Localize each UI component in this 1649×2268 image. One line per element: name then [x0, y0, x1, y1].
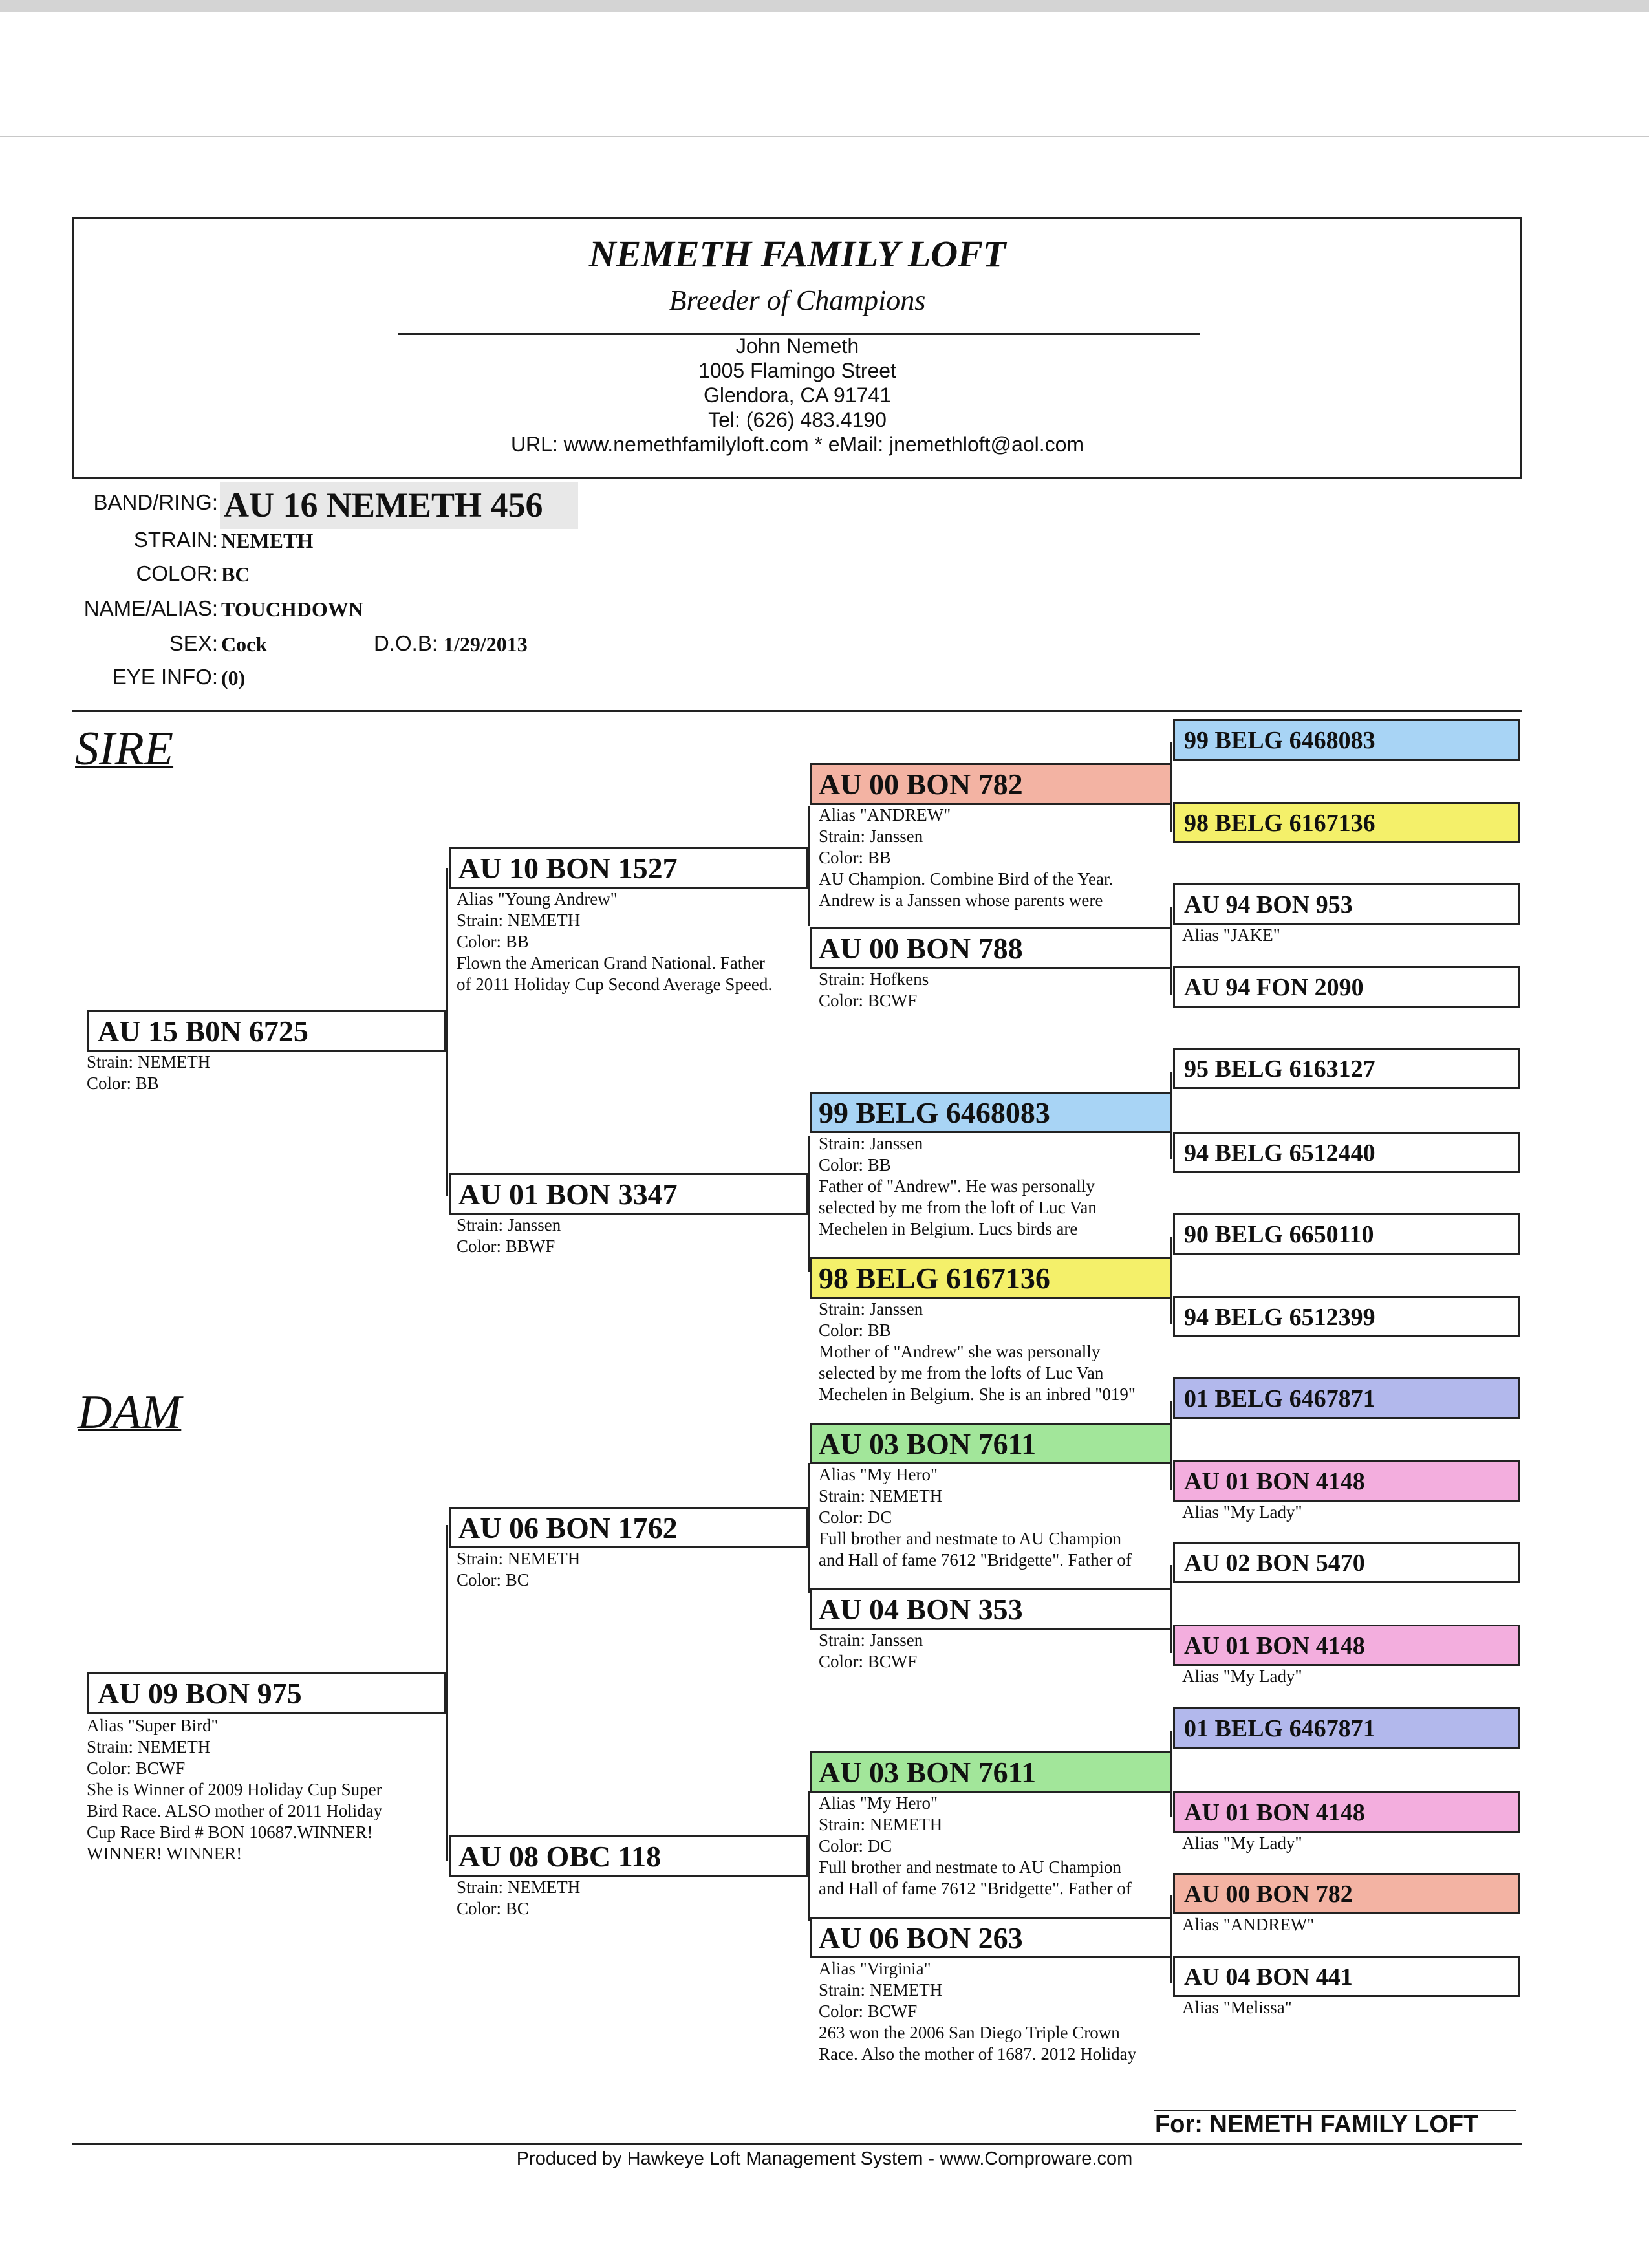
footer-produced-by: Produced by Hawkeye Loft Management System - www.Comproware.com — [516, 2148, 1133, 2169]
detail-line: Color: BCWF — [819, 1652, 918, 1671]
detail-line: selected by me from the loft of Luc Van — [819, 1198, 1097, 1217]
detail-line: Alias "ANDREW" — [819, 805, 951, 825]
detail-line: Strain: NEMETH — [87, 1737, 211, 1756]
detail-line: Full brother and nestmate to AU Champion — [819, 1529, 1121, 1548]
detail-line: of 2011 Holiday Cup Second Average Speed. — [457, 975, 773, 994]
detail-line: Full brother and nestmate to AU Champion — [819, 1857, 1121, 1877]
detail-line: Color: BCWF — [87, 1758, 186, 1778]
ssd-details — [819, 969, 929, 1011]
connector — [808, 1136, 810, 1272]
gen4-box-8: 94 BELG 6512399 — [1173, 1296, 1520, 1337]
connector — [808, 806, 810, 926]
connector — [446, 868, 448, 1196]
ssd-band-box: AU 00 BON 788 — [810, 927, 1172, 969]
scan-top-edge — [0, 0, 1649, 12]
gen4-box-16: AU 04 BON 441 — [1173, 1956, 1520, 1997]
strain-value: NEMETH — [221, 529, 314, 552]
dss-details — [819, 1464, 1132, 1571]
dam-band-box: AU 09 BON 975 — [87, 1672, 446, 1714]
detail-line: WINNER! WINNER! — [87, 1844, 242, 1863]
gen4-box-13: 01 BELG 6467871 — [1173, 1707, 1520, 1749]
detail-line: Bird Race. ALSO mother of 2011 Holiday — [87, 1801, 383, 1820]
detail-line: Mechelen in Belgium. She is an inbred "019" — [819, 1385, 1136, 1404]
sire-details — [87, 1052, 210, 1094]
detail-line: Strain: Janssen — [819, 1630, 923, 1650]
detail-line: Color: BB — [819, 848, 891, 867]
detail-line: Color: BB — [457, 932, 529, 951]
detail-line: Alias "Super Bird" — [87, 1716, 219, 1735]
detail-line: and Hall of fame 7612 "Bridgette". Father of — [819, 1879, 1132, 1898]
gen4-alias-12: Alias "My Lady" — [1182, 1667, 1302, 1686]
connector — [446, 1525, 448, 1861]
sdd-band-box: 98 BELG 6167136 — [810, 1257, 1172, 1299]
detail-line: Alias "My Hero" — [819, 1465, 938, 1484]
dds-band-box: AU 03 BON 7611 — [810, 1751, 1172, 1793]
dsd-details — [819, 1630, 923, 1672]
sds-details — [819, 1133, 1097, 1240]
loft-title: NEMETH FAMILY LOFT — [588, 233, 1006, 275]
sex-label: SEX: — [169, 631, 218, 655]
sire-sire-band-box: AU 10 BON 1527 — [449, 847, 808, 889]
footer-for-loft: For: NEMETH FAMILY LOFT — [1155, 2111, 1479, 2138]
sds-band-box: 99 BELG 6468083 — [810, 1092, 1172, 1133]
sdd-details — [819, 1299, 1136, 1405]
gen4-box-1: 99 BELG 6468083 — [1173, 719, 1520, 761]
detail-line: Strain: NEMETH — [819, 1815, 943, 1834]
gen4-box-3: AU 94 BON 953 — [1173, 883, 1520, 925]
sss-band-box: AU 00 BON 782 — [810, 763, 1172, 805]
gen4-alias-16: Alias "Melissa" — [1182, 1998, 1292, 2017]
loft-tagline: Breeder of Champions — [669, 285, 926, 316]
detail-line: Strain: Janssen — [457, 1215, 561, 1235]
dam-dam-band-box: AU 08 OBC 118 — [449, 1835, 808, 1877]
sire-sire-details — [457, 889, 772, 995]
detail-line: Color: BC — [457, 1899, 529, 1918]
dob-value: 1/29/2013 — [444, 632, 528, 656]
sire-dam-details — [457, 1215, 561, 1257]
ddd-details — [819, 1958, 1136, 2065]
gen4-box-5: 95 BELG 6163127 — [1173, 1048, 1520, 1089]
gen4-alias-14: Alias "My Lady" — [1182, 1833, 1302, 1853]
detail-line: Strain: NEMETH — [457, 911, 581, 930]
dam-dam-details — [457, 1877, 580, 1919]
ddd-band-box: AU 06 BON 263 — [810, 1917, 1172, 1958]
sire-dam-band-box: AU 01 BON 3347 — [449, 1173, 808, 1215]
detail-line: 263 won the 2006 San Diego Triple Crown — [819, 2023, 1120, 2042]
color-label: COLOR: — [136, 561, 218, 585]
detail-line: Mother of "Andrew" she was personally — [819, 1342, 1101, 1361]
footer-rule — [72, 2143, 1522, 2145]
detail-line: Cup Race Bird # BON 10687.WINNER! — [87, 1822, 373, 1842]
header-box — [72, 217, 1522, 479]
detail-line: selected by me from the lofts of Luc Van — [819, 1363, 1104, 1383]
sex-value: Cock — [221, 632, 268, 656]
band-label: BAND/RING: — [93, 490, 218, 514]
detail-line: Flown the American Grand National. Father — [457, 953, 765, 973]
detail-line: Color: BCWF — [819, 991, 918, 1010]
contact-city: Glendora, CA 91741 — [704, 383, 891, 407]
detail-line: Strain: Janssen — [819, 826, 923, 846]
eye-label: EYE INFO: — [112, 665, 218, 689]
contact-tel: Tel: (626) 483.4190 — [708, 408, 887, 431]
band-value: AU 16 NEMETH 456 — [220, 482, 578, 529]
sire-heading: SIRE — [75, 722, 174, 775]
detail-line: Mechelen in Belgium. Lucs birds are — [819, 1219, 1078, 1238]
sss-details — [819, 805, 1113, 911]
gen4-box-15: AU 00 BON 782 — [1173, 1873, 1520, 1914]
dsd-band-box: AU 04 BON 353 — [810, 1588, 1172, 1630]
detail-line: Strain: Hofkens — [819, 969, 929, 989]
gen4-alias-10: Alias "My Lady" — [1182, 1502, 1302, 1522]
detail-line: Alias "Young Andrew" — [457, 889, 618, 909]
contact-name: John Nemeth — [735, 334, 859, 358]
gen4-box-2: 98 BELG 6167136 — [1173, 802, 1520, 843]
gen4-box-4: AU 94 FON 2090 — [1173, 966, 1520, 1008]
detail-line: Strain: NEMETH — [457, 1549, 581, 1568]
sire-band-box: AU 15 B0N 6725 — [87, 1010, 446, 1052]
name-label: NAME/ALIAS: — [83, 596, 218, 620]
detail-line: Color: BC — [457, 1570, 529, 1590]
gen4-box-7: 90 BELG 6650110 — [1173, 1213, 1520, 1255]
dam-sire-details — [457, 1548, 580, 1591]
gen4-box-14: AU 01 BON 4148 — [1173, 1791, 1520, 1833]
gen4-box-11: AU 02 BON 5470 — [1173, 1542, 1520, 1583]
dds-details — [819, 1793, 1132, 1899]
detail-line: Father of "Andrew". He was personally — [819, 1176, 1095, 1196]
eye-value: (0) — [221, 666, 246, 689]
detail-line: Color: BBWF — [457, 1237, 555, 1256]
gen4-box-6: 94 BELG 6512440 — [1173, 1132, 1520, 1173]
detail-line: Color: BB — [819, 1321, 891, 1340]
detail-line: Alias "Virginia" — [819, 1959, 931, 1978]
name-value: TOUCHDOWN — [221, 598, 363, 621]
dam-heading: DAM — [78, 1386, 182, 1439]
contact-street: 1005 Flamingo Street — [698, 359, 896, 382]
detail-line: Race. Also the mother of 1687. 2012 Holiday — [819, 2044, 1137, 2064]
detail-line: Color: BB — [87, 1074, 159, 1093]
detail-line: Color: BCWF — [819, 2002, 918, 2021]
detail-line: Strain: Janssen — [819, 1299, 923, 1319]
dob-label: D.O.B: — [374, 631, 438, 655]
scan-page-edge — [0, 136, 1649, 137]
detail-line: Color: BB — [819, 1155, 891, 1174]
contact-web: URL: www.nemethfamilyloft.com * eMail: jnemethloft@aol.com — [510, 433, 1084, 456]
gen4-box-10: AU 01 BON 4148 — [1173, 1460, 1520, 1502]
detail-line: and Hall of fame 7612 "Bridgette". Father of — [819, 1550, 1132, 1570]
detail-line: Strain: NEMETH — [87, 1052, 211, 1072]
detail-line: Andrew is a Janssen whose parents were — [819, 891, 1103, 910]
detail-line: She is Winner of 2009 Holiday Cup Super — [87, 1780, 382, 1799]
pedigree-top-rule — [72, 710, 1522, 712]
dss-band-box: AU 03 BON 7611 — [810, 1423, 1172, 1464]
detail-line: Strain: NEMETH — [819, 1980, 943, 2000]
gen4-box-9: 01 BELG 6467871 — [1173, 1377, 1520, 1419]
detail-line: Alias "My Hero" — [819, 1793, 938, 1813]
connector — [808, 1463, 810, 1593]
gen4-alias-3: Alias "JAKE" — [1182, 925, 1280, 945]
detail-line: Strain: NEMETH — [819, 1486, 943, 1506]
detail-line: Strain: Janssen — [819, 1134, 923, 1153]
dam-sire-band-box: AU 06 BON 1762 — [449, 1507, 808, 1548]
detail-line: Strain: NEMETH — [457, 1877, 581, 1897]
gen4-alias-15: Alias "ANDREW" — [1182, 1915, 1315, 1934]
connector — [808, 1791, 810, 1921]
dam-details — [87, 1715, 382, 1864]
strain-label: STRAIN: — [133, 528, 218, 552]
gen4-box-12: AU 01 BON 4148 — [1173, 1625, 1520, 1666]
detail-line: AU Champion. Combine Bird of the Year. — [819, 869, 1114, 889]
detail-line: Color: DC — [819, 1836, 892, 1855]
detail-line: Color: DC — [819, 1507, 892, 1527]
color-value: BC — [221, 563, 250, 586]
